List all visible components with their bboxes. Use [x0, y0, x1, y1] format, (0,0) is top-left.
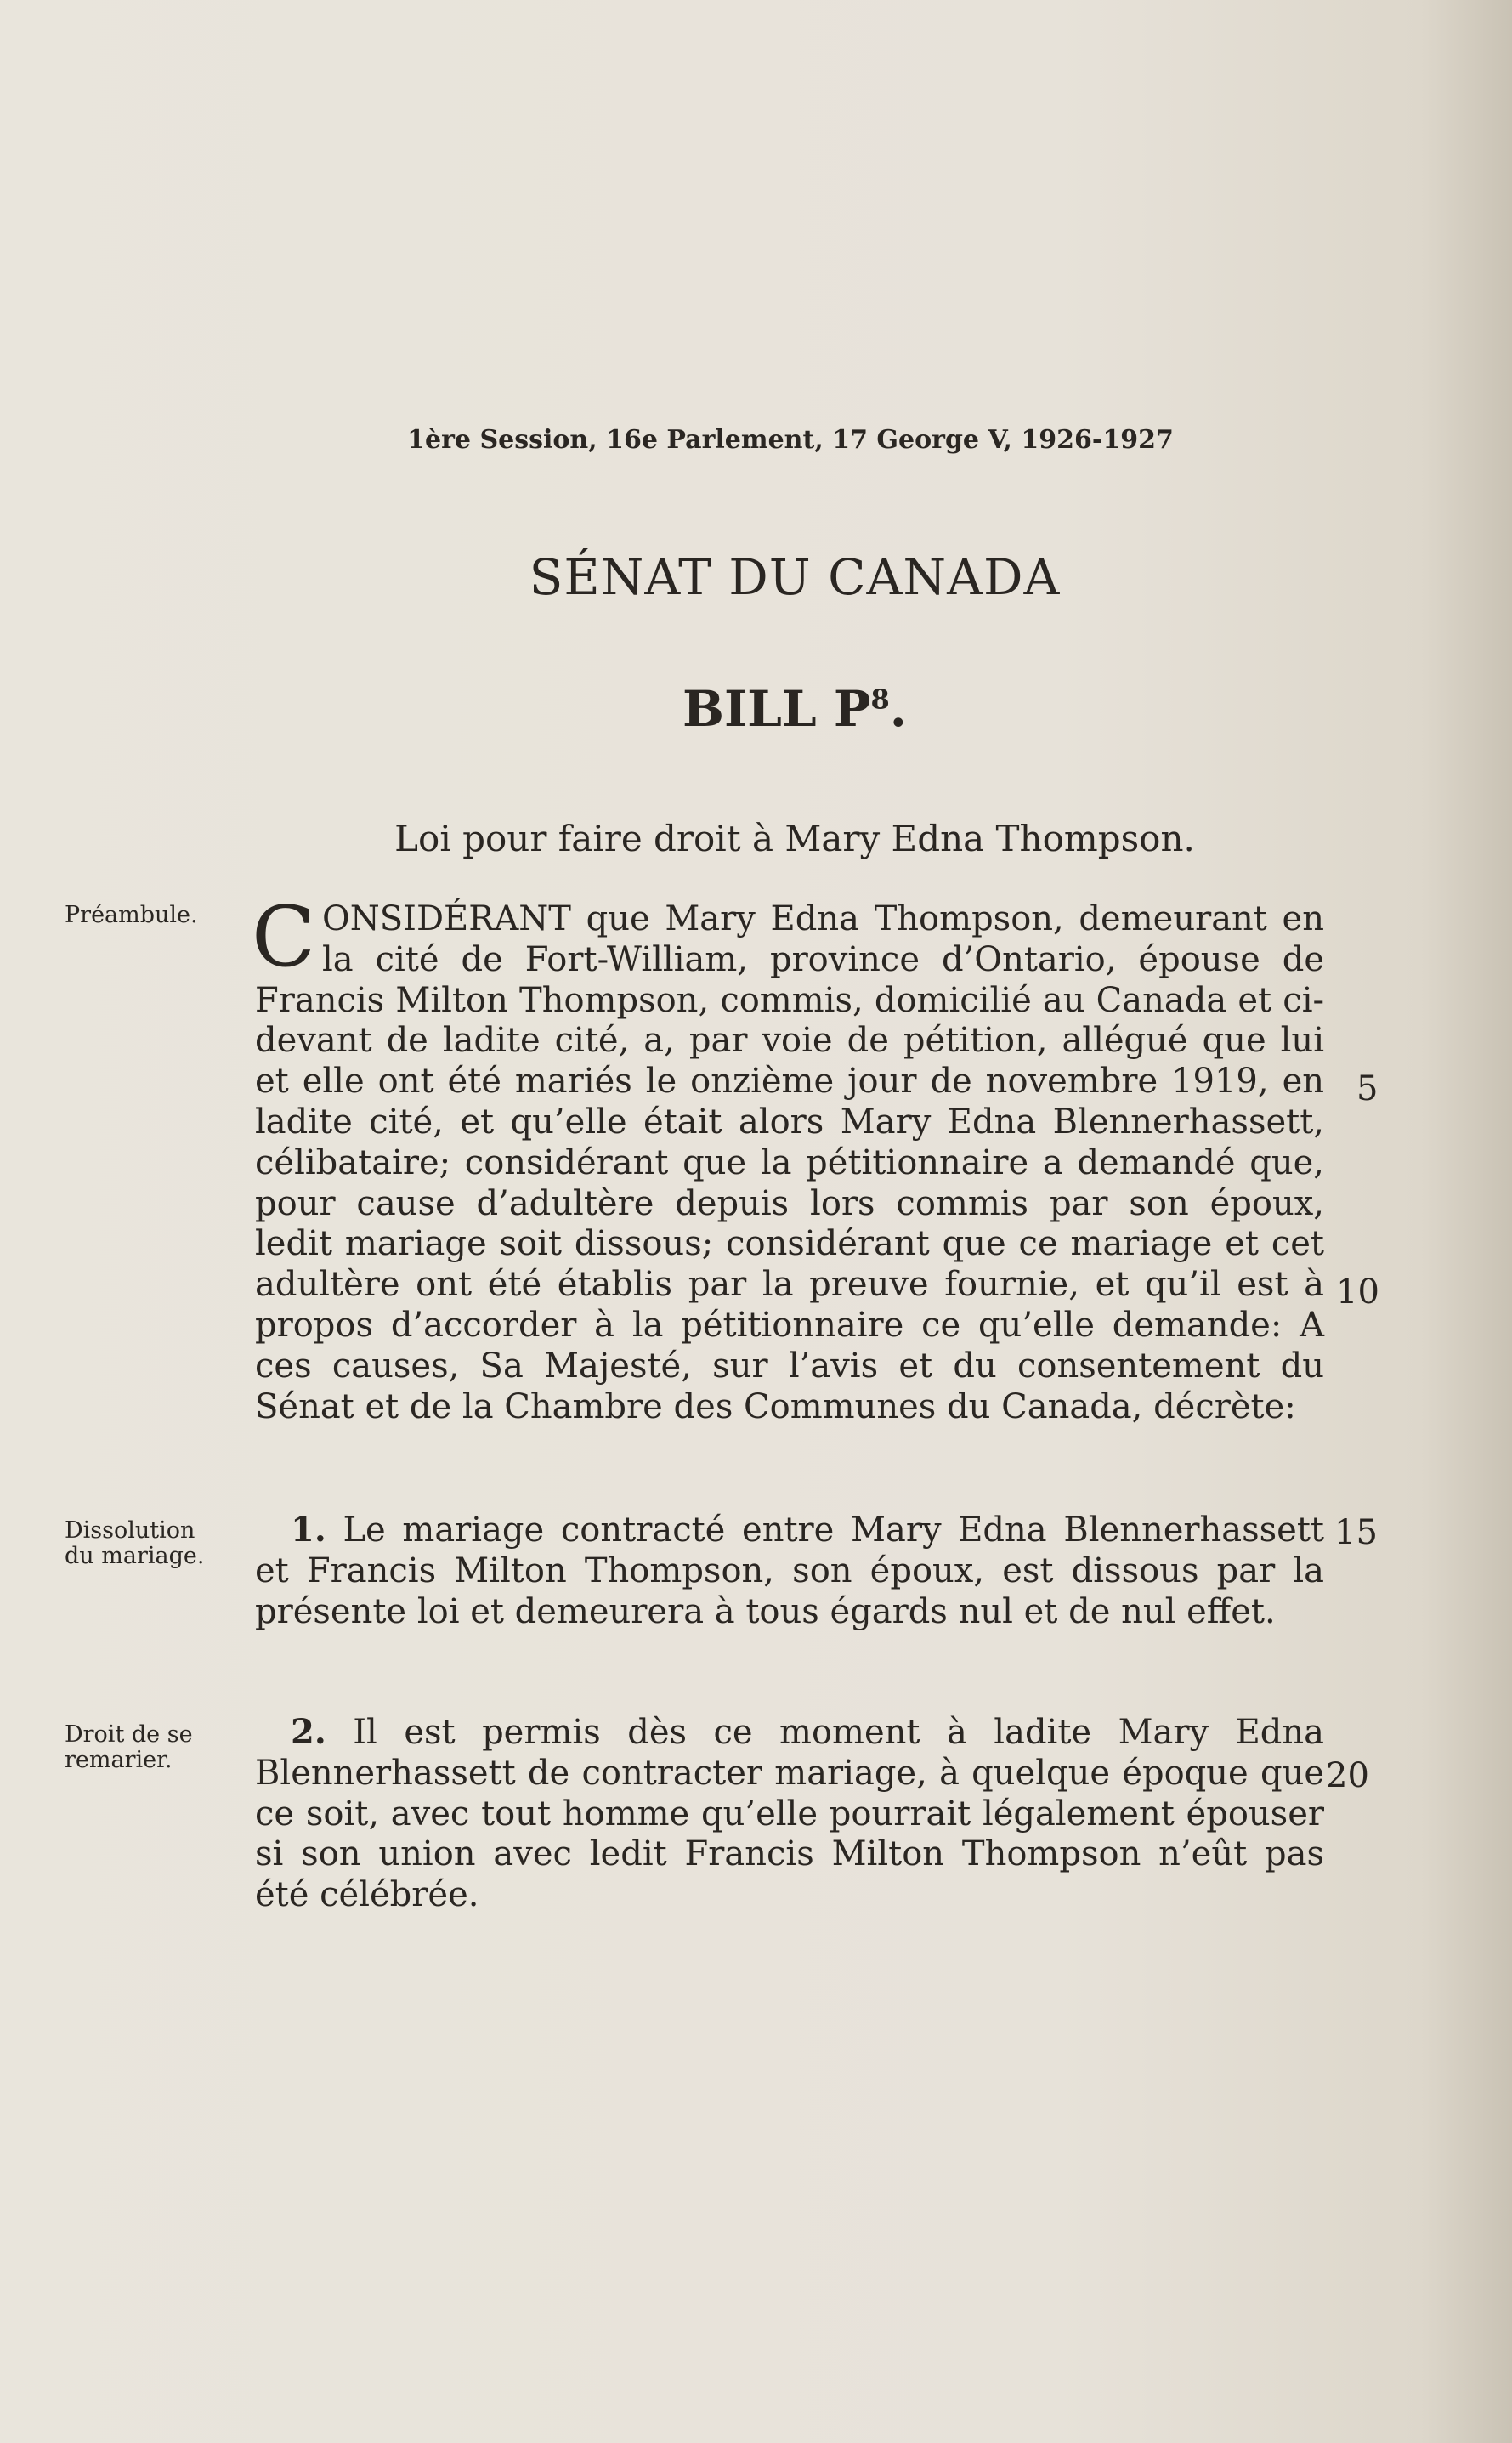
line-number-10: 10: [1336, 1273, 1379, 1312]
preamble-text: ONSIDÉRANT que Mary Edna Thompson, demeurant en la cité de Fort-William, province d’Ontario, épouse de Francis Milton Thompson, commis, domicilié au Canada et ci-devant de ladite cité, a, par voie de pétition, allégué que lui et elle ont été mariés le onzième jour de novembre 1919, en ladite cité, et qu’elle était alors Mary Edna Blennerhassett, célibataire; considérant que la pétitionnaire a demandé que, pour cause d’adultère depuis lors commis par son époux, ledit mariage soit dissous; considérant que ce mariage et cet adultère ont été établis par la preuve fournie, et qu’il est à propos d’accorder à la pétitionnaire ce qu’elle demande: A ces causes, Sa Majesté, sur l’avis et du consentement du Sénat et de la Chambre des Communes du Canada, décrète:: [255, 899, 1324, 1426]
bill-number-superscript: 8: [870, 683, 890, 716]
session-line: 1ère Session, 16e Parlement, 17 George V, 1926-1927: [407, 425, 1174, 455]
drop-cap: C: [252, 889, 315, 986]
line-number-20: 20: [1326, 1756, 1369, 1795]
bill-heading: [0, 680, 1512, 738]
senate-heading: SÉNAT DU CANADA: [529, 548, 1061, 606]
line-number-5: 5: [1356, 1069, 1379, 1108]
margin-note-preamble: Préambule.: [65, 902, 198, 928]
bill-suffix: .: [889, 680, 907, 738]
margin-note-dissolution: Dissolution du mariage.: [65, 1517, 205, 1569]
section-2-number: 2.: [291, 1712, 326, 1752]
margin-note-remarry: Droit de se remarier.: [65, 1721, 193, 1773]
section-2: [255, 1712, 1324, 1916]
section-2-text: Il est permis dès ce moment à ladite Mary Edna Blennerhassett de contracter mariage, à quelque époque que ce soit, avec tout homme qu’elle pourrait légalement épouser si son union avec ledit Francis Milton Thompson n’eût pas été célébrée.: [255, 1713, 1324, 1915]
bill-title: Loi pour faire droit à Mary Edna Thompson.: [394, 818, 1195, 859]
section-1: [255, 1510, 1324, 1632]
bill-prefix: BILL P: [682, 680, 871, 738]
section-1-number: 1.: [291, 1510, 326, 1550]
preamble-paragraph: [252, 889, 1324, 1427]
line-number-15: 15: [1334, 1513, 1378, 1552]
section-1-text: Le mariage contracté entre Mary Edna Blennerhassett et Francis Milton Thompson, son époux, est dissous par la présente loi et demeurera à tous égards nul et de nul effet.: [255, 1511, 1324, 1631]
